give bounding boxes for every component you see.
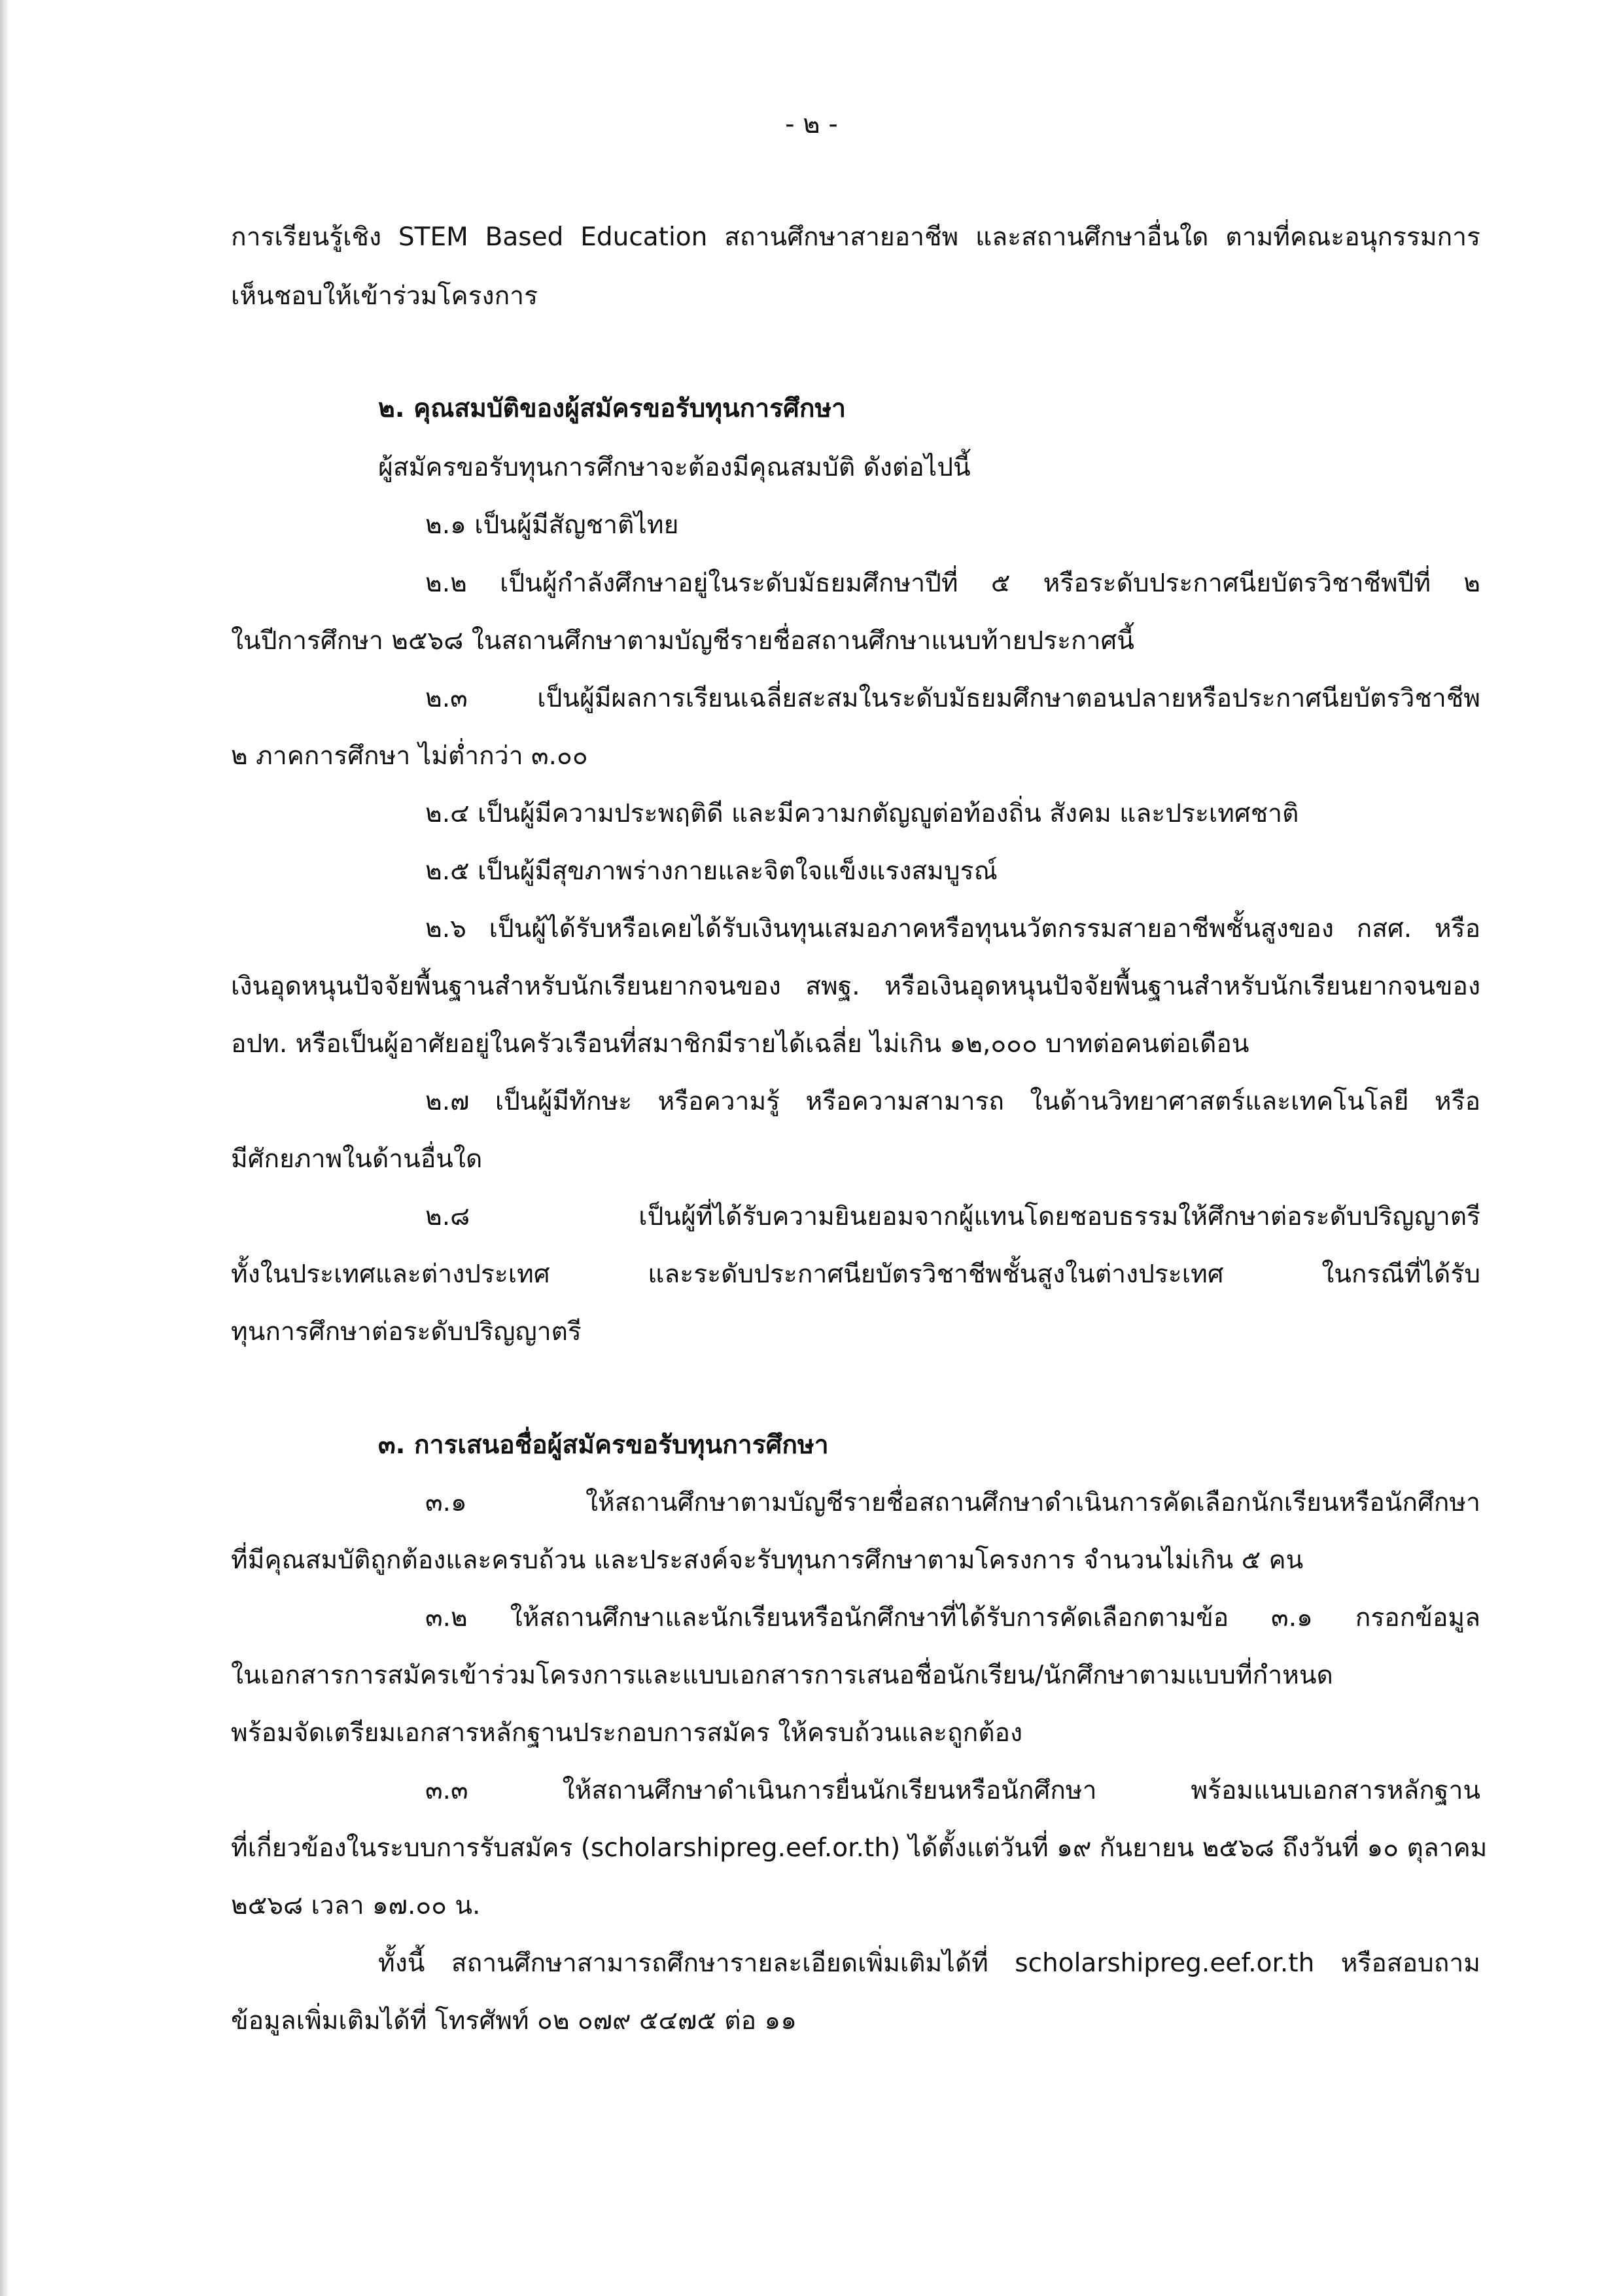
- item-3-1-line-1: ๓.๑ ให้สถานศึกษาตามบัญชีรายชื่อสถานศึกษาดำเนินการคัดเลือกนักเรียนหรือนักศึกษา: [425, 1488, 1480, 1517]
- item-2-6-line-2: เงินอุดหนุนปัจจัยพื้นฐานสำหรับนักเรียนยากจนของ สพฐ. หรือเงินอุดหนุนปัจจัยพื้นฐานสำหรับนักเรียนยากจนของ: [231, 972, 1480, 1001]
- page-number: - ๒ -: [785, 109, 838, 139]
- item-2-3-line-1: ๒.๓ เป็นผู้มีผลการเรียนเฉลี่ยสะสมในระดับมัธยมศึกษาตอนปลายหรือประกาศนียบัตรวิชาชีพ: [425, 684, 1480, 713]
- item-2-7-line-2: มีศักยภาพในด้านอื่นใด: [231, 1144, 483, 1174]
- item-2-3-line-2: ๒ ภาคการศึกษา ไม่ต่ำกว่า ๓.๐๐: [231, 741, 588, 771]
- item-2-2-line-2: ในปีการศึกษา ๒๕๖๘ ในสถานศึกษาตามบัญชีรายชื่อสถานศึกษาแนบท้ายประกาศนี้: [231, 626, 1134, 656]
- note-line-1: ทั้งนี้ สถานศึกษาสามารถศึกษารายละเอียดเพิ่มเติมได้ที่ scholarshipreg.eef.or.th หรือสอบถาม: [378, 1949, 1480, 1978]
- section-2-intro: ผู้สมัครขอรับทุนการศึกษาจะต้องมีคุณสมบัติ ดังต่อไปนี้: [378, 453, 971, 482]
- item-3-3-line-3: ๒๕๖๘ เวลา ๑๗.๐๐ น.: [231, 1891, 481, 1920]
- intro-line-2: เห็นชอบให้เข้าร่วมโครงการ: [231, 281, 538, 311]
- item-3-3-line-2: ที่เกี่ยวข้องในระบบการรับสมัคร (scholarshipreg.eef.or.th) ได้ตั้งแต่วันที่ ๑๙ กันยายน ๒๕๖๘ ถึงวันที่ ๑๐ ตุลาคม: [231, 1833, 1488, 1863]
- item-2-8-line-2: ทั้งในประเทศและต่างประเทศ และระดับประกาศนียบัตรวิชาชีพชั้นสูงในต่างประเทศ ในกรณีที่ได้รับ: [231, 1260, 1480, 1289]
- section-2-heading: ๒. คุณสมบัติของผู้สมัครขอรับทุนการศึกษา: [378, 394, 846, 423]
- item-2-6-line-1: ๒.๖ เป็นผู้ได้รับหรือเคยได้รับเงินทุนเสมอภาคหรือทุนนวัตกรรมสายอาชีพชั้นสูงของ กสศ. หรือ: [425, 914, 1480, 944]
- item-3-2-line-3: พร้อมจัดเตรียมเอกสารหลักฐานประกอบการสมัคร ให้ครบถ้วนและถูกต้อง: [231, 1718, 1023, 1748]
- item-3-2-line-1: ๓.๒ ให้สถานศึกษาและนักเรียนหรือนักศึกษาที่ได้รับการคัดเลือกตามข้อ ๓.๑ กรอกข้อมูล: [425, 1603, 1480, 1633]
- item-2-5: ๒.๕ เป็นผู้มีสุขภาพร่างกายและจิตใจแข็งแรงสมบูรณ์: [425, 857, 998, 886]
- item-3-2-line-2: ในเอกสารการสมัครเข้าร่วมโครงการและแบบเอกสารการเสนอชื่อนักเรียน/นักศึกษาตามแบบที่กำหนด: [231, 1661, 1333, 1690]
- item-2-7-line-1: ๒.๗ เป็นผู้มีทักษะ หรือความรู้ หรือความสามารถ ในด้านวิทยาศาสตร์และเทคโนโลยี หรือ: [425, 1087, 1480, 1116]
- item-2-4: ๒.๔ เป็นผู้มีความประพฤติดี และมีความกตัญญูต่อท้องถิ่น สังคม และประเทศชาติ: [425, 799, 1299, 828]
- intro-line-1: การเรียนรู้เชิง STEM Based Education สถานศึกษาสายอาชีพ และสถานศึกษาอื่นใด ตามที่คณะอนุกรรมการ: [231, 222, 1480, 252]
- item-2-6-line-3: อปท. หรือเป็นผู้อาศัยอยู่ในครัวเรือนที่สมาชิกมีรายได้เฉลี่ย ไม่เกิน ๑๒,๐๐๐ บาทต่อคนต่อเดือน: [231, 1029, 1249, 1059]
- item-2-2-line-1: ๒.๒ เป็นผู้กำลังศึกษาอยู่ในระดับมัธยมศึกษาปีที่ ๕ หรือระดับประกาศนียบัตรวิชาชีพปีที่ ๒: [425, 569, 1480, 598]
- item-3-1-line-2: ที่มีคุณสมบัติถูกต้องและครบถ้วน และประสงค์จะรับทุนการศึกษาตามโครงการ จำนวนไม่เกิน ๕ คน: [231, 1545, 1304, 1575]
- scan-edge: [0, 0, 9, 2296]
- section-3-heading: ๓. การเสนอชื่อผู้สมัครขอรับทุนการศึกษา: [378, 1430, 829, 1460]
- item-2-1: ๒.๑ เป็นผู้มีสัญชาติไทย: [425, 510, 679, 540]
- item-2-8-line-3: ทุนการศึกษาต่อระดับปริญญาตรี: [231, 1317, 582, 1347]
- note-line-2: ข้อมูลเพิ่มเติมได้ที่ โทรศัพท์ ๐๒ ๐๗๙ ๕๔๗๕ ต่อ ๑๑: [231, 2006, 797, 2036]
- item-2-8-line-1: ๒.๘ เป็นผู้ที่ได้รับความยินยอมจากผู้แทนโดยชอบธรรมให้ศึกษาต่อระดับปริญญาตรี: [425, 1202, 1480, 1231]
- item-3-3-line-1: ๓.๓ ให้สถานศึกษาดำเนินการยื่นนักเรียนหรือนักศึกษา พร้อมแนบเอกสารหลักฐาน: [425, 1776, 1480, 1805]
